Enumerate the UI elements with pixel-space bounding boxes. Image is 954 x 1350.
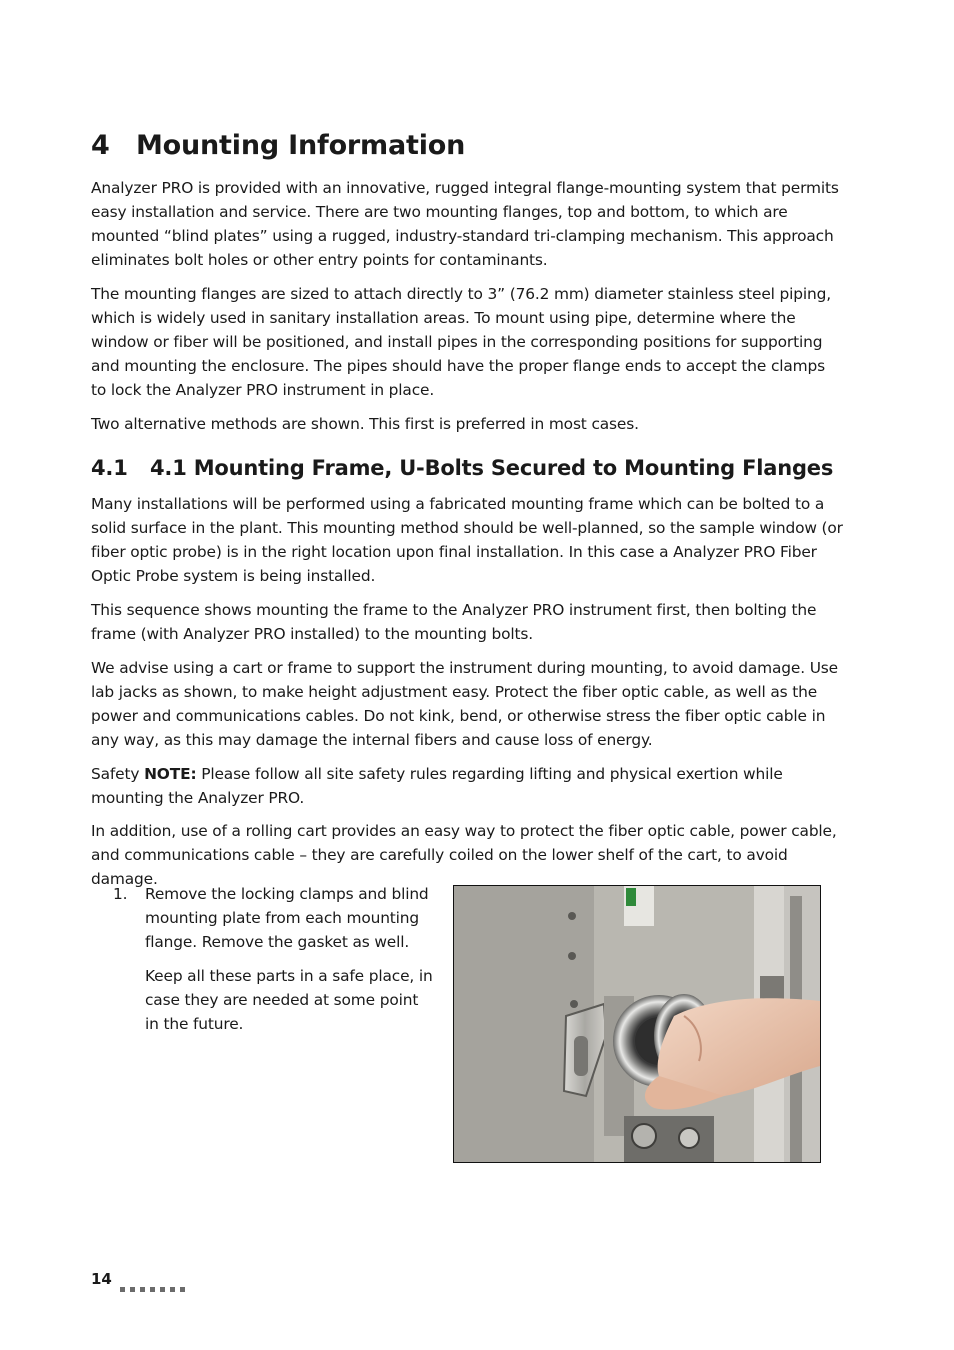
page-dots-decoration bbox=[120, 1277, 190, 1296]
page-number: 14 bbox=[91, 1270, 112, 1288]
safety-note-label: NOTE: bbox=[144, 765, 197, 783]
intro-paragraph-1: Analyzer PRO is provided with an innovative, rugged integral flange-mounting system that permits easy installation and service. There are two mounting flanges, top and bottom, to which are mounted “blind plates” using a rugged, industry-standard tri-clamping mechanism. This approach eliminates bolt holes or other entry points for contaminants. bbox=[91, 179, 839, 269]
section-heading bbox=[91, 456, 833, 480]
step-photo bbox=[453, 885, 821, 1163]
step-note: Keep all these parts in a safe place, in case they are needed at some point in the future. bbox=[145, 967, 433, 1033]
step-text: Remove the locking clamps and blind mounting plate from each mounting flange. Remove the gasket as well. bbox=[145, 885, 429, 951]
intro-paragraph-3: Two alternative methods are shown. This first is preferred in most cases. bbox=[91, 415, 639, 433]
chapter-title: Mounting Information bbox=[136, 130, 466, 161]
flange-clamp-photo bbox=[454, 886, 820, 1162]
section-paragraph-3: We advise using a cart or frame to support the instrument during mounting, to avoid damage. Use lab jacks as shown, to make height adjustment easy. Protect the fiber optic cable, as well as the power and communications cables. Do not kink, bend, or otherwise stress the fiber optic cable in any way, as this may damage the internal fibers and cause loss of energy. bbox=[91, 659, 838, 749]
safety-note-text: Please follow all site safety rules regarding lifting and physical exertion while mounting the Analyzer PRO. bbox=[91, 765, 783, 807]
chapter-heading bbox=[91, 130, 465, 161]
intro-paragraph-2: The mounting flanges are sized to attach directly to 3” (76.2 mm) diameter stainless steel piping, which is widely used in sanitary installation areas. To mount using pipe, determine where the window or fiber will be positioned, and install pipes in the corresponding positions for supporting and mounting the enclosure. The pipes should have the proper flange ends to accept the clamps to lock the Analyzer PRO instrument in place. bbox=[91, 285, 831, 399]
safety-prefix: Safety bbox=[91, 765, 145, 783]
section-paragraph-2: This sequence shows mounting the frame to the Analyzer PRO instrument first, then bolting the frame (with Analyzer PRO installed) to the mounting bolts. bbox=[91, 601, 817, 643]
step-number: 1. bbox=[113, 885, 128, 903]
safety-note bbox=[91, 762, 843, 810]
chapter-number: 4 bbox=[91, 130, 110, 161]
section-number: 4.1 bbox=[91, 456, 128, 480]
section-paragraph-1: Many installations will be performed using a fabricated mounting frame which can be bolted to a solid surface in the plant. This mounting method should be well-planned, so the sample window (or fiber optic probe) is in the right location upon final installation. In this case a Analyzer PRO Fiber Optic Probe system is being installed. bbox=[91, 495, 843, 585]
section-title: 4.1 Mounting Frame, U-Bolts Secured to Mounting Flanges bbox=[150, 456, 834, 480]
cart-paragraph: In addition, use of a rolling cart provides an easy way to protect the fiber optic cable, power cable, and communications cable – they are carefully coiled on the lower shelf of the cart, to avoid damage. bbox=[91, 822, 837, 888]
steps-list bbox=[113, 882, 433, 1046]
